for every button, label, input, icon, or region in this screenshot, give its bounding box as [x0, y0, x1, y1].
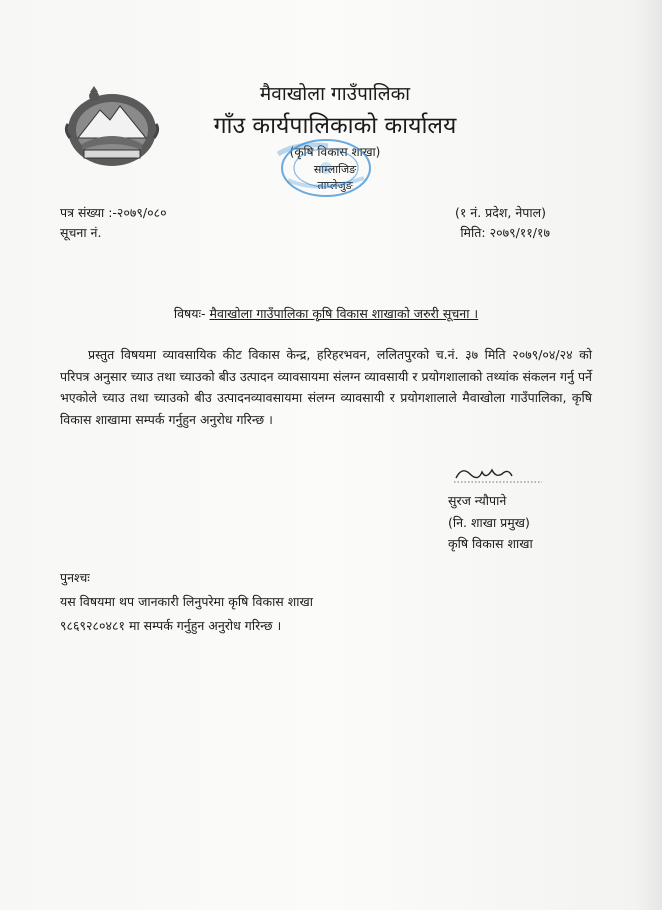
subject-prefix: विषयः- [173, 306, 206, 321]
signatory-designation: (नि. शाखा प्रमुख) [448, 514, 530, 530]
signatory-name: सुरज न्यौपाने [448, 493, 507, 508]
signature-block [448, 490, 533, 555]
office-stamp-icon [268, 134, 378, 204]
subject-line [60, 305, 592, 322]
nepal-emblem-icon [64, 84, 160, 170]
office-title: गाँउ कार्यपालिकाको कार्यालय [213, 113, 457, 139]
postscript-line-1: यस विषयमा थप जानकारी लिनुपरेमा कृषि विकास शाखा [60, 594, 313, 609]
postscript-label: पुनश्चः [60, 570, 90, 585]
province-label: (१ नं. प्रदेश, नेपाल) [454, 205, 546, 220]
district-line: ताप्लेजुङ [317, 179, 353, 192]
postscript [60, 566, 313, 638]
signatory-branch: कृषि विकास शाखा [448, 536, 533, 551]
notice-number: सूचना नं. [60, 225, 102, 240]
subject-text: मैवाखोला गाउँपालिका कृषि विकास शाखाको जरुरी सूचना । [209, 306, 479, 321]
postscript-line-2: ९८६९२८०४८१ मा सम्पर्क गर्नुहुन अनुरोध गरिन्छ । [60, 618, 282, 633]
municipality-name: मैवाखोला गाउँपालिका [259, 83, 411, 105]
reference-number: पत्र संख्या :-२०७९/०८० [60, 205, 167, 220]
address-line: साम्लाजिङ [313, 163, 357, 176]
letter-date: मिति: २०७९/११/१७ [460, 225, 550, 240]
body-paragraph: प्रस्तुत विषयमा व्यावसायिक कीट विकास केन्द्र, हरिहरभवन, ललितपुरको च.नं. ३७ मिति २०७९/०४/२४ को परिपत्र अनुसार च्याउ तथा च्याउको बीउ उत्पादन व्यावसायमा संलग्न व्यावसायी र प्रयोगशालाको तथ्यांक संकलन गर्नु पर्ने भएकोले च्याउ तथा च्याउको बीउ उत्पादनव्यावसायमा संलग्न व्यावसायी र प्रयोगशालाले मैवाखोला गाउँपालिका, कृषि विकास शाखामा सम्पर्क गर्नुहुन अनुरोध गरिन्छ । [60, 347, 592, 427]
signature-mark-icon [452, 462, 544, 486]
branch-name: (कृषि विकास शाखा) [289, 145, 381, 159]
